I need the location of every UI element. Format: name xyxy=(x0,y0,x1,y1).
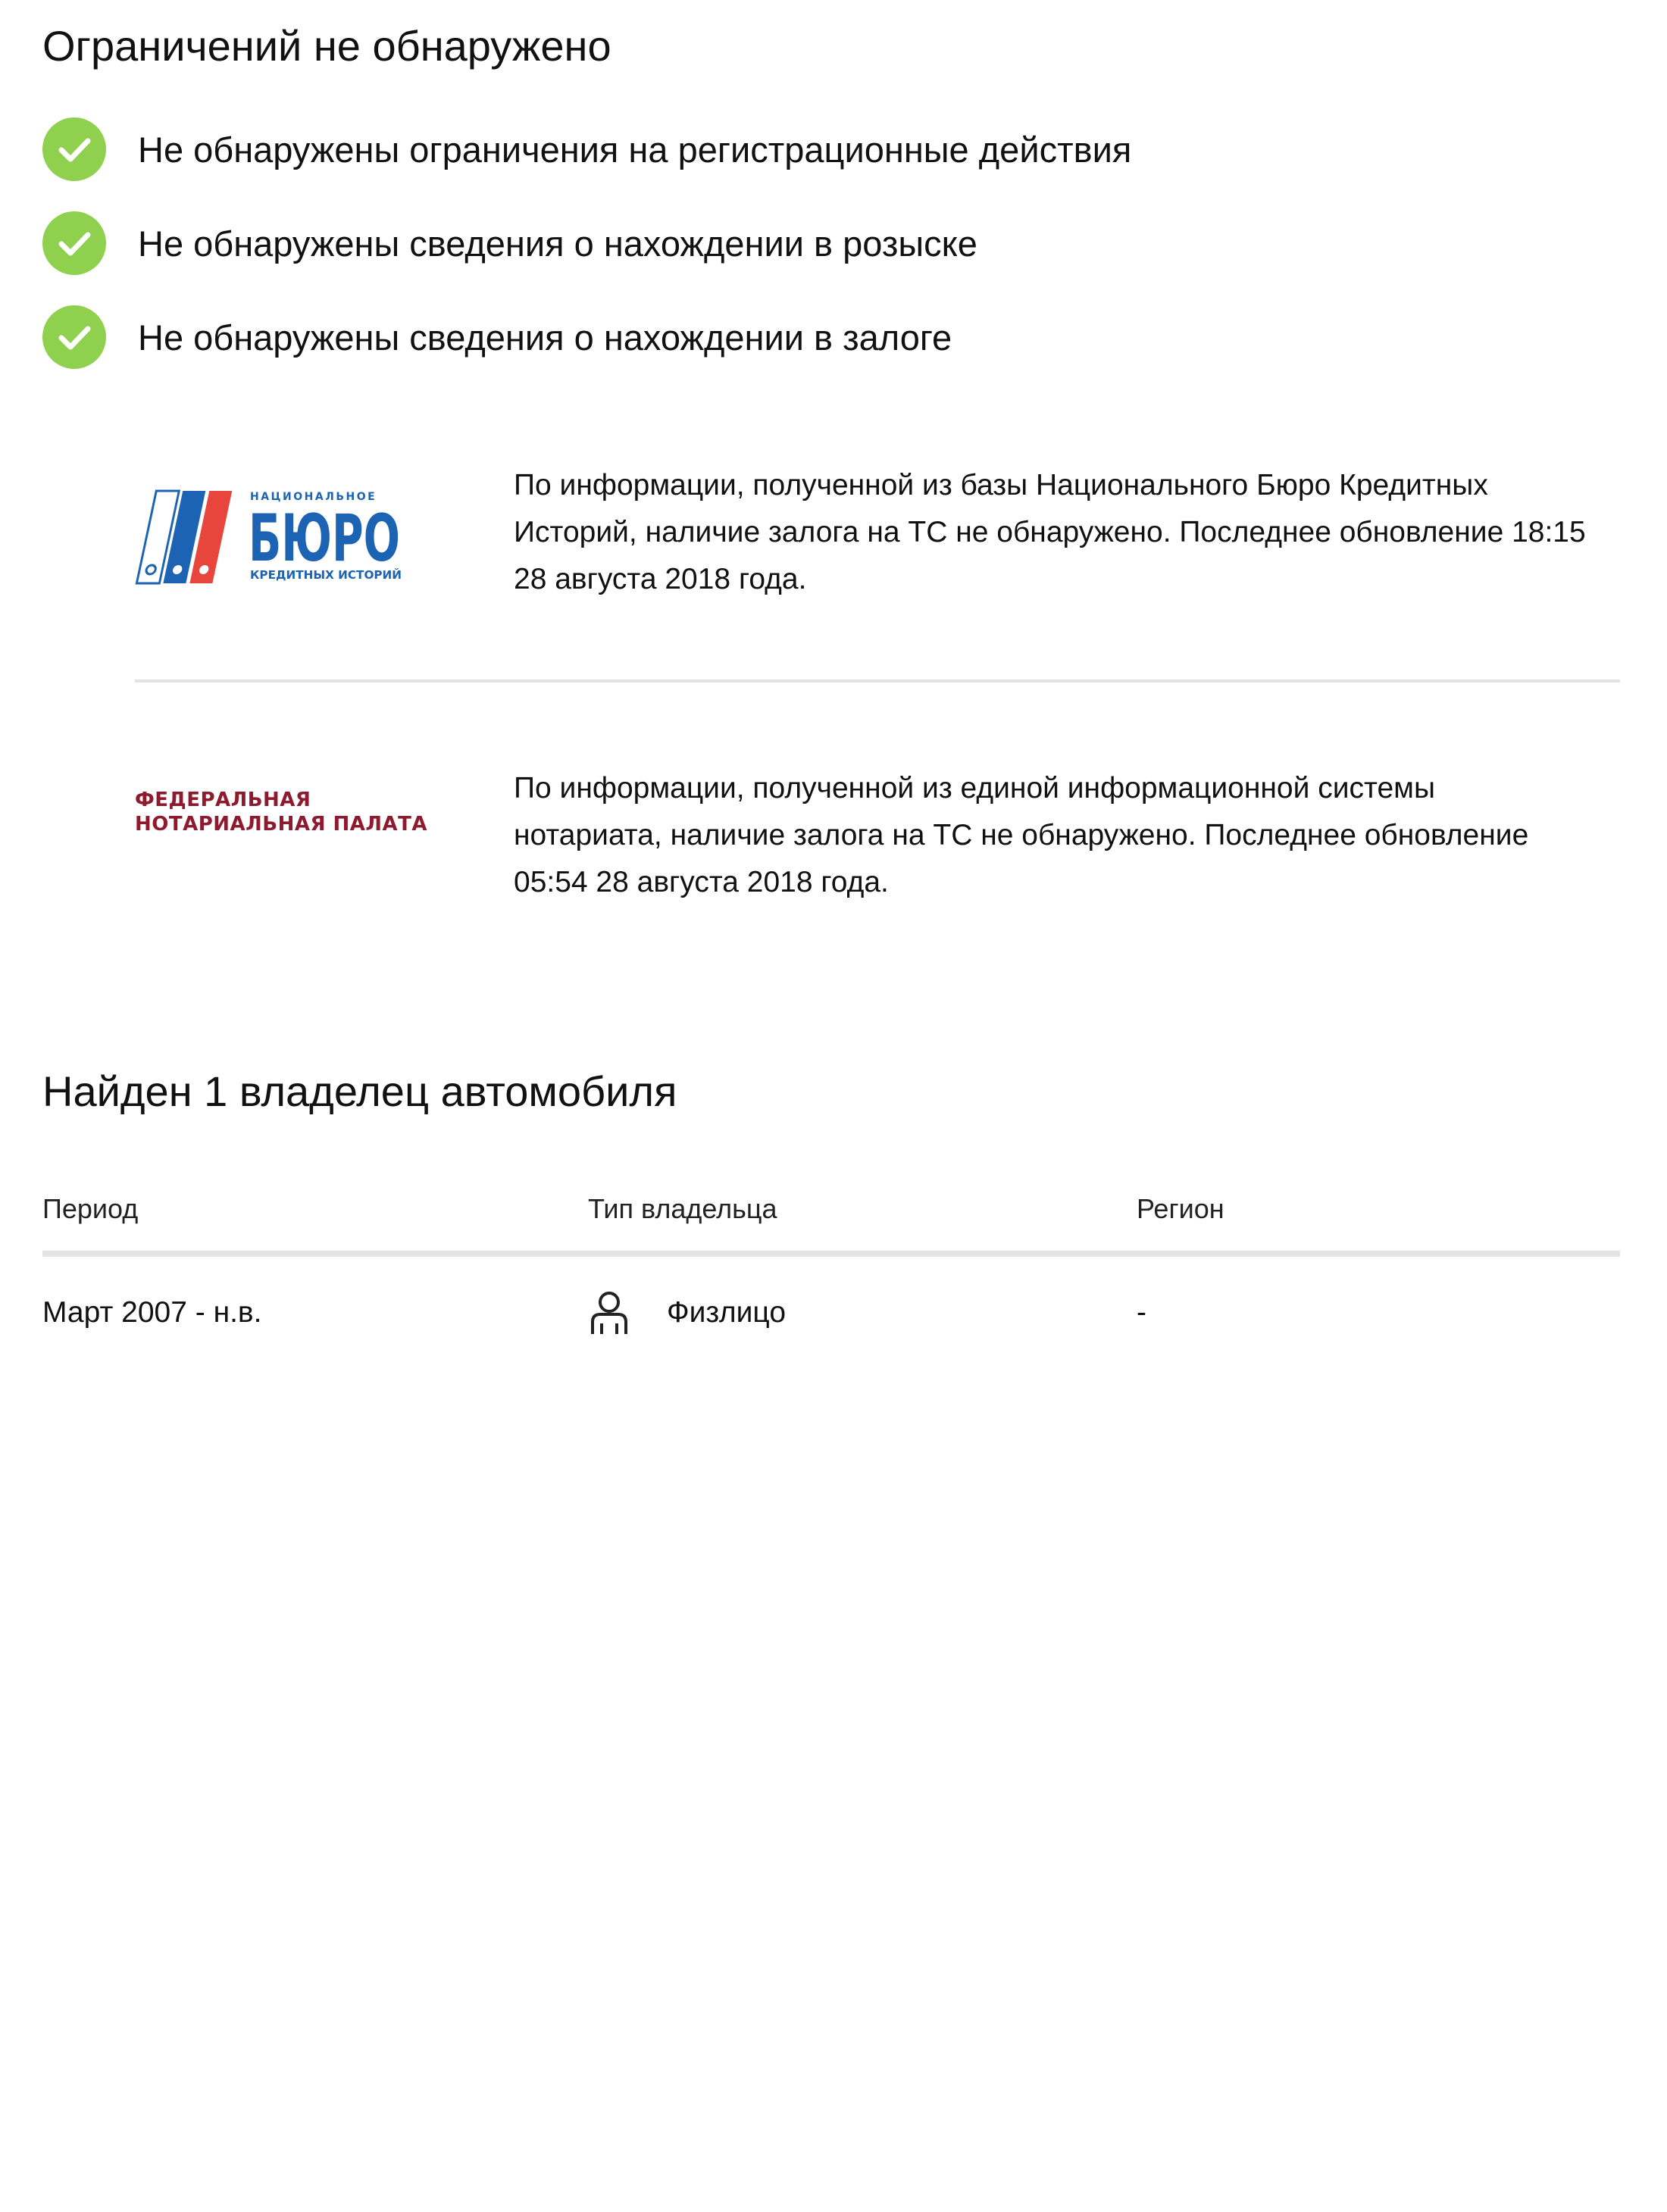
column-header-period: Период xyxy=(42,1193,139,1224)
table-header xyxy=(42,1178,1620,1251)
check-circle-icon xyxy=(42,211,106,275)
person-icon xyxy=(588,1290,630,1336)
owners-title: Найден 1 владелец автомобиля xyxy=(42,1067,677,1115)
owner-type: Физлицо xyxy=(667,1296,787,1329)
nbki-logo-line1: НАЦИОНАЛЬНОЕ xyxy=(250,491,377,503)
column-header-type: Тип владельца xyxy=(588,1193,777,1224)
nbki-logo xyxy=(135,485,408,598)
source-fnp xyxy=(135,765,1620,932)
fnp-logo-line1: ФЕДЕРАЛЬНАЯ xyxy=(135,789,311,811)
owners-table xyxy=(42,1178,1620,1370)
restrictions-list xyxy=(42,117,1406,399)
sources-divider xyxy=(135,680,1620,683)
restriction-text: Не обнаружены ограничения на регистрационные действия xyxy=(138,129,1132,170)
check-circle-icon xyxy=(42,305,106,369)
nbki-logo-line2: БЮРО xyxy=(249,501,400,576)
restriction-item xyxy=(42,305,1406,369)
restriction-text: Не обнаружены сведения о нахождении в залоге xyxy=(138,317,952,358)
owner-period: Март 2007 - н.в. xyxy=(42,1296,262,1329)
fnp-logo-line2: НОТАРИАЛЬНАЯ ПАЛАТА xyxy=(135,813,427,836)
column-header-region: Регион xyxy=(1137,1193,1224,1224)
restriction-item xyxy=(42,211,1406,275)
nbki-logo-line3: КРЕДИТНЫХ ИСТОРИЙ xyxy=(250,568,400,582)
restriction-text: Не обнаружены сведения о нахождении в розыске xyxy=(138,223,977,264)
table-row xyxy=(42,1257,1620,1370)
owner-region: - xyxy=(1137,1296,1146,1329)
check-circle-icon xyxy=(42,117,106,181)
nbki-info-text: По информации, полученной из базы Национального Бюро Кредитных Историй, наличие залога на ТС не обнаружено. Последнее обновление 18:15 28 августа 2018 года. xyxy=(514,469,1586,595)
restrictions-title: Ограничений не обнаружено xyxy=(42,22,611,70)
fnp-logo xyxy=(135,788,427,879)
source-nbki xyxy=(135,462,1620,629)
fnp-info-text: По информации, полученной из единой информационной системы нотариата, наличие залога на ТС не обнаружено. Последнее обновление 05:54 28 августа 2018 года. xyxy=(514,772,1529,898)
table-header-divider xyxy=(42,1251,1620,1257)
restriction-item xyxy=(42,117,1406,181)
